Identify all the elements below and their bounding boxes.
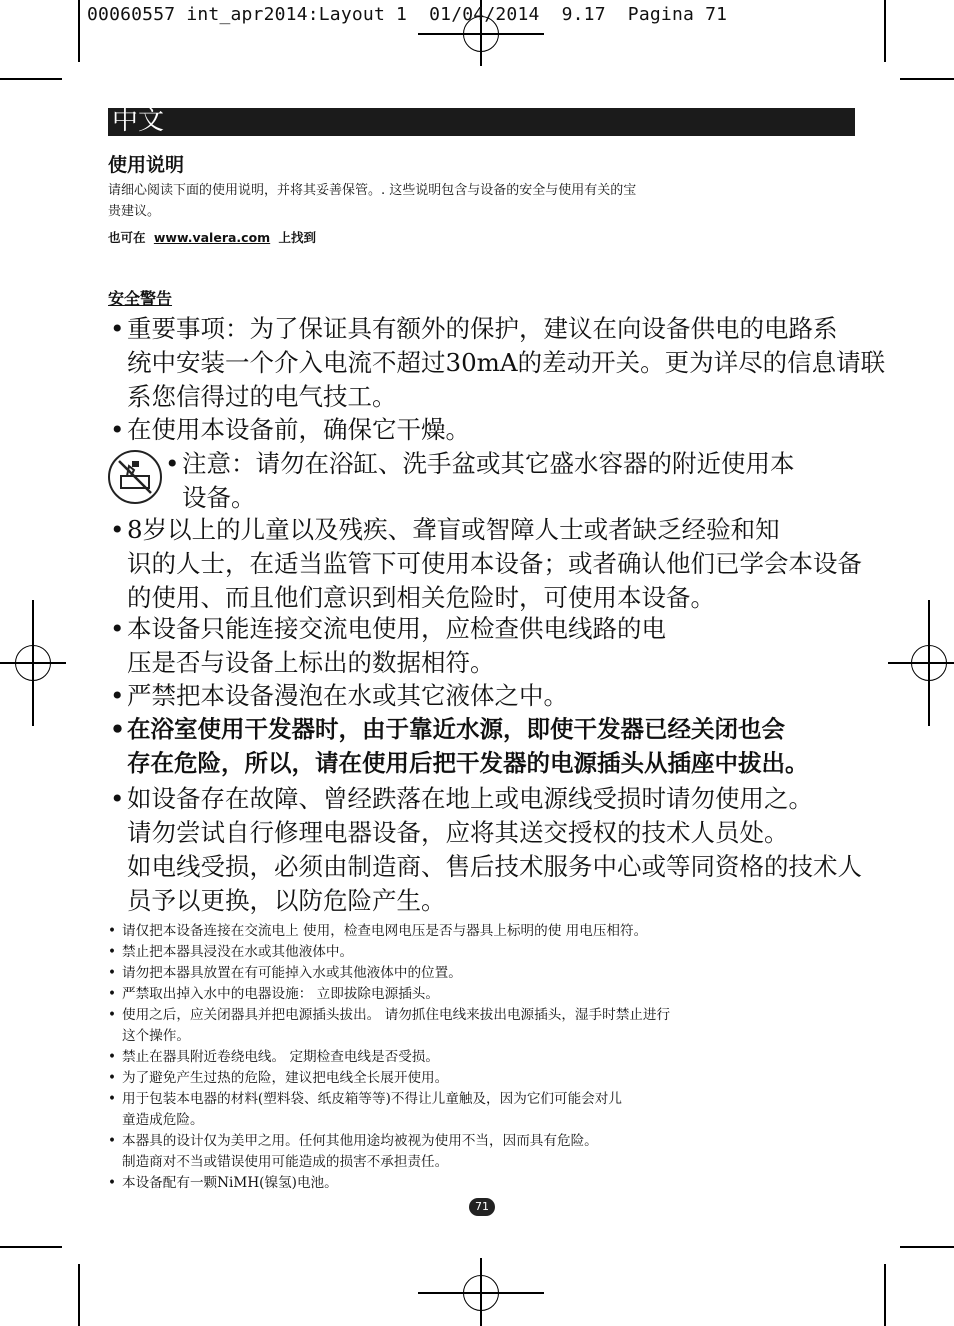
warning-line: 在使用本设备前，确保它干燥。	[127, 415, 470, 444]
safety-warning	[110, 782, 862, 918]
crop-mark	[884, 0, 886, 62]
safety-warning	[110, 413, 470, 447]
bullet: •	[108, 1091, 117, 1107]
note-line: 禁止在器具附近卷绕电线。 定期检查电线是否受损。	[122, 1049, 439, 1065]
intro-line: 请细心阅读下面的使用说明，并将其妥善保管。. 这些说明包含与设备的安全与使用有关的宝	[108, 183, 637, 198]
bullet: •	[108, 1070, 117, 1086]
warning-line: 注意：请勿在浴缸、洗手盆或其它盛水容器的附近使用本	[182, 449, 795, 478]
note-line: 请勿把本器具放置在有可能掉入水或其他液体中的位置。	[122, 965, 462, 981]
bullet: •	[108, 965, 117, 981]
note-line: 用于包装本电器的材料(塑料袋、纸皮箱等等)不得让儿童触及，因为它们可能会对儿	[122, 1091, 622, 1107]
note-line: 使用之后，应关闭器具并把电源插头拔出。 请勿抓住电线来拔出电源插头，湿手时禁止进行	[122, 1007, 671, 1023]
bullet: •	[110, 784, 125, 813]
language-bar	[108, 108, 855, 136]
safety-note	[108, 1005, 670, 1047]
note-line: 请仅把本设备连接在交流电上 使用，检查电网电压是否与器具上标明的使 用电压相符。	[122, 923, 648, 939]
registration-line	[418, 1292, 544, 1294]
bullet: •	[110, 614, 125, 643]
safety-warning	[110, 712, 809, 780]
safety-warning	[165, 447, 795, 515]
warning-line: 重要事项：为了保证具有额外的保护，建议在向设备供电的电路系	[127, 314, 838, 343]
safety-note	[108, 1068, 448, 1089]
warning-line: 如电线受损，必须由制造商、售后技术服务中心或等同资格的技术人	[127, 852, 862, 881]
bullet: •	[108, 1049, 117, 1065]
note-line: 为了避免产生过热的危险，建议把电线全长展开使用。	[122, 1070, 449, 1086]
bullet: •	[108, 1007, 117, 1023]
intro-line: 贵建议。	[108, 204, 161, 219]
bullet: •	[110, 415, 125, 444]
warning-line: 设备。	[182, 483, 256, 512]
bullet: •	[110, 515, 125, 544]
note-line: 这个操作。	[122, 1028, 190, 1044]
no-bathtub-icon	[108, 450, 162, 504]
registration-line	[418, 33, 544, 35]
warning-line: 识的人士，在适当监管下可使用本设备；或者确认他们已学会本设备	[127, 549, 862, 578]
bullet: •	[108, 944, 117, 960]
warning-line: 8岁以上的儿童以及残疾、聋盲或智障人士或者缺乏经验和知	[127, 515, 780, 544]
crop-mark	[884, 1264, 886, 1326]
warning-line: 存在危险，所以，请在使用后把干发器的电源插头从插座中拔出。	[127, 749, 809, 777]
safety-note	[108, 921, 647, 942]
printer-slug: 00060557 int_apr2014:Layout 1 01/04/2014 9.17 Pagina 71	[87, 4, 728, 25]
bullet: •	[110, 681, 125, 710]
note-line: 本设备配有一颗NiMH(镍氢)电池。	[122, 1175, 338, 1191]
safety-note	[108, 984, 439, 1005]
note-line: 禁止把本器具浸没在水或其他液体中。	[122, 944, 354, 960]
crop-mark	[78, 0, 80, 62]
safety-warning	[110, 679, 568, 713]
bullet: •	[108, 1175, 117, 1191]
registration-line	[0, 662, 66, 664]
instructions-intro	[108, 180, 828, 223]
crop-mark	[78, 1264, 80, 1326]
safety-warning	[110, 312, 885, 414]
warning-line: 系您信得过的电气技工。	[127, 382, 397, 411]
warning-line: 员予以更换，以防危险产生。	[127, 886, 446, 915]
website-line	[108, 228, 316, 246]
instructions-title: 使用说明	[108, 154, 185, 176]
crop-mark	[900, 1246, 954, 1248]
safety-warning	[110, 612, 666, 680]
warning-line: 压是否与设备上标出的数据相符。	[127, 648, 495, 677]
registration-line	[888, 662, 954, 664]
warning-line: 本设备只能连接交流电使用，应检查供电线路的电	[127, 614, 666, 643]
note-line: 本器具的设计仅为美甲之用。任何其他用途均被视为使用不当，因而具有危险。	[122, 1133, 598, 1149]
language-label: 中文	[112, 106, 165, 136]
website-prefix: 也可在	[108, 230, 146, 245]
safety-note	[108, 1089, 622, 1131]
note-line: 童造成危险。	[122, 1112, 204, 1128]
crop-mark	[0, 1246, 62, 1248]
crop-mark	[0, 78, 62, 80]
safety-note	[108, 1047, 439, 1068]
safety-warning	[110, 513, 862, 615]
safety-note	[108, 963, 462, 984]
note-line: 严禁取出掉入水中的电器设施： 立即拔除电源插头。	[122, 986, 439, 1002]
bullet: •	[108, 923, 117, 939]
note-line: 制造商对不当或错误使用可能造成的损害不承担责任。	[122, 1154, 449, 1170]
bullet: •	[110, 314, 125, 343]
crop-mark	[900, 78, 954, 80]
bullet: •	[108, 986, 117, 1002]
warning-line: 如设备存在故障、曾经跌落在地上或电源线受损时请勿使用之。	[127, 784, 813, 813]
safety-note	[108, 942, 353, 963]
warning-line: 统中安装一个介入电流不超过30mA的差动开关。更为详尽的信息请联	[127, 348, 886, 377]
safety-note	[108, 1173, 338, 1194]
warning-line: 的使用、而且他们意识到相关危险时，可使用本设备。	[127, 583, 715, 612]
safety-heading: 安全警告	[108, 289, 173, 308]
website-link[interactable]: www.valera.com	[153, 230, 271, 245]
bullet: •	[108, 1133, 117, 1149]
safety-note	[108, 1131, 598, 1173]
page-number: 71	[469, 1198, 495, 1216]
warning-line: 请勿尝试自行修理电器设备，应将其送交授权的技术人员处。	[127, 818, 789, 847]
warning-line: 严禁把本设备漫泡在水或其它液体之中。	[127, 681, 568, 710]
bullet: •	[165, 449, 180, 478]
bullet: •	[110, 715, 126, 743]
warning-line: 在浴室使用干发器时，由于靠近水源，即使干发器已经关闭也会	[127, 715, 785, 743]
website-suffix: 上找到	[278, 230, 317, 245]
